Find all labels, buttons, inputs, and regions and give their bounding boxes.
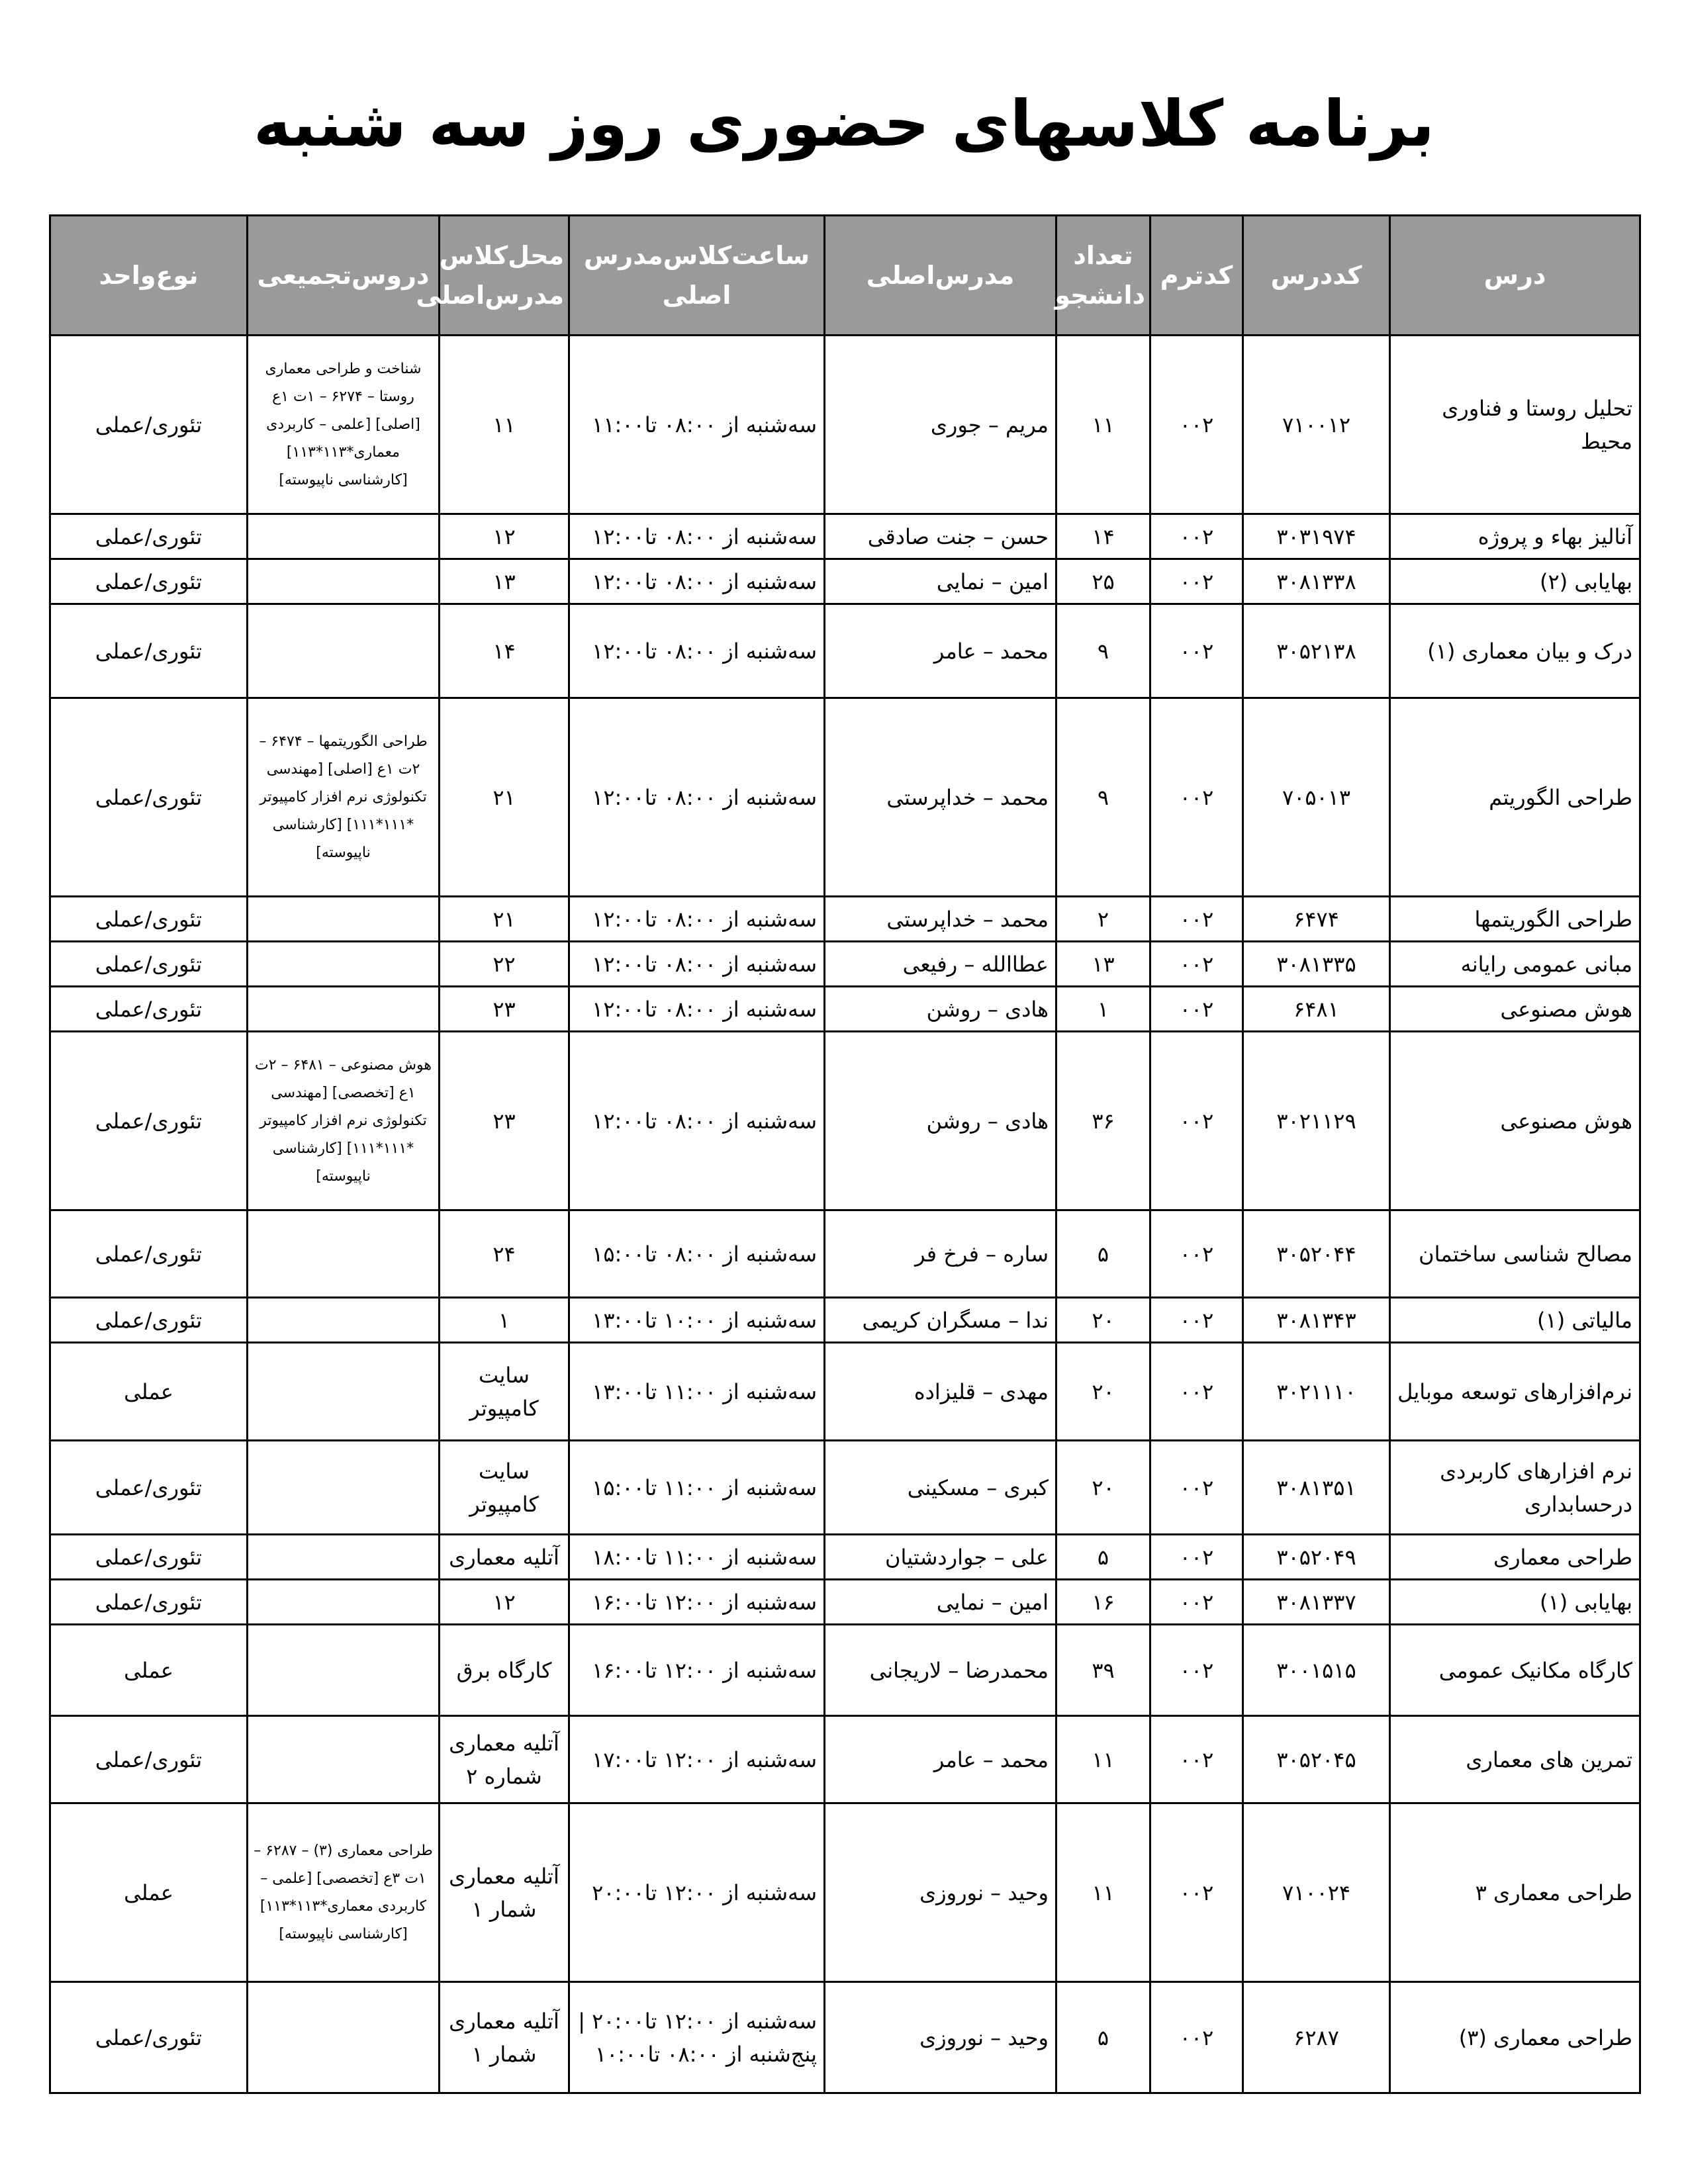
cell-course: مصالح شناسی ساختمان xyxy=(1390,1210,1640,1298)
cell-unit-type: تئوری/عملی xyxy=(50,942,248,987)
cell-combined xyxy=(248,1210,440,1298)
table-row xyxy=(50,1625,1640,1716)
cell-course-code: ۶۲۸۷ xyxy=(1243,1982,1390,2093)
cell-time: سه‌شنبه از ۰۸:۰۰ تا۱۲:۰۰ xyxy=(569,942,825,987)
cell-instructor: علی – جواردشتیان xyxy=(825,1535,1056,1580)
cell-course-code: ۳۰۳۱۹۷۴ xyxy=(1243,514,1390,559)
cell-student-count: ۵ xyxy=(1056,1982,1150,2093)
cell-instructor: محمد – خداپرستی xyxy=(825,897,1056,942)
cell-term-code: ۰۰۲ xyxy=(1150,1982,1243,2093)
cell-course: هوش مصنوعی xyxy=(1390,987,1640,1032)
cell-course-code: ۳۰۸۱۳۵۱ xyxy=(1243,1441,1390,1535)
table-row xyxy=(50,1343,1640,1441)
cell-course-code: ۳۰۰۱۵۱۵ xyxy=(1243,1625,1390,1716)
cell-instructor: امین – نمایی xyxy=(825,559,1056,604)
cell-term-code: ۰۰۲ xyxy=(1150,514,1243,559)
cell-time: سه‌شنبه از ۱۱:۰۰ تا۱۵:۰۰ xyxy=(569,1441,825,1535)
schedule-table xyxy=(49,214,1641,2094)
table-row xyxy=(50,1032,1640,1210)
cell-unit-type: تئوری/عملی xyxy=(50,1032,248,1210)
cell-unit-type: عملی xyxy=(50,1625,248,1716)
cell-room: آتلیه معماری شماره ۲ xyxy=(440,1716,569,1803)
cell-instructor: هادی – روشن xyxy=(825,987,1056,1032)
cell-time: سه‌شنبه از ۰۸:۰۰ تا۱۲:۰۰ xyxy=(569,987,825,1032)
header-course-code: کددرس xyxy=(1243,216,1390,336)
cell-student-count: ۵ xyxy=(1056,1210,1150,1298)
table-row xyxy=(50,514,1640,559)
cell-term-code: ۰۰۲ xyxy=(1150,1210,1243,1298)
cell-combined xyxy=(248,987,440,1032)
cell-unit-type: تئوری/عملی xyxy=(50,1441,248,1535)
cell-instructor: مریم – جوری xyxy=(825,336,1056,514)
cell-course-code: ۳۰۵۲۰۴۵ xyxy=(1243,1716,1390,1803)
cell-combined xyxy=(248,1441,440,1535)
cell-unit-type: تئوری/عملی xyxy=(50,698,248,897)
page-title: برنامه کلاسهای حضوری روز سه شنبه xyxy=(253,87,1435,161)
cell-course-code: ۳۰۲۱۱۲۹ xyxy=(1243,1032,1390,1210)
cell-room: ۱۳ xyxy=(440,559,569,604)
cell-combined xyxy=(248,514,440,559)
table-row xyxy=(50,1535,1640,1580)
cell-course: کارگاه مکانیک عمومی xyxy=(1390,1625,1640,1716)
table-row xyxy=(50,1298,1640,1343)
cell-unit-type: تئوری/عملی xyxy=(50,1210,248,1298)
cell-unit-type: تئوری/عملی xyxy=(50,1580,248,1625)
cell-course-code: ۳۰۸۱۳۳۵ xyxy=(1243,942,1390,987)
cell-term-code: ۰۰۲ xyxy=(1150,1298,1243,1343)
cell-unit-type: تئوری/عملی xyxy=(50,1716,248,1803)
cell-course-code: ۷۰۵۰۱۳ xyxy=(1243,698,1390,897)
cell-course: تمرین های معماری xyxy=(1390,1716,1640,1803)
cell-combined xyxy=(248,604,440,698)
cell-course: طراحی معماری ۳ xyxy=(1390,1803,1640,1982)
cell-student-count: ۵ xyxy=(1056,1535,1150,1580)
cell-course-code: ۳۰۲۱۱۱۰ xyxy=(1243,1343,1390,1441)
cell-term-code: ۰۰۲ xyxy=(1150,1535,1243,1580)
cell-combined xyxy=(248,1343,440,1441)
cell-room: ۱۲ xyxy=(440,1580,569,1625)
cell-instructor: محمدرضا – لاریجانی xyxy=(825,1625,1056,1716)
cell-room: ۱ xyxy=(440,1298,569,1343)
cell-combined xyxy=(248,942,440,987)
cell-course-code: ۶۴۸۱ xyxy=(1243,987,1390,1032)
cell-instructor: وحید – نوروزی xyxy=(825,1803,1056,1982)
cell-unit-type: تئوری/عملی xyxy=(50,514,248,559)
cell-combined: هوش مصنوعی – ۶۴۸۱ – ۲ت ۱ع [تخصصی] [مهندسی تکنولوژی نرم افزار کامپیوتر *۱۱۱*۱۱۱] [کارشناسی ناپیوسته] xyxy=(248,1032,440,1210)
cell-instructor: مهدی – قلیزاده xyxy=(825,1343,1056,1441)
cell-combined xyxy=(248,1298,440,1343)
cell-course-code: ۳۰۵۲۰۴۹ xyxy=(1243,1535,1390,1580)
cell-student-count: ۱۴ xyxy=(1056,514,1150,559)
schedule-rows xyxy=(50,336,1640,2093)
table-row xyxy=(50,336,1640,514)
cell-instructor: حسن – جنت صادقی xyxy=(825,514,1056,559)
cell-student-count: ۹ xyxy=(1056,604,1150,698)
cell-student-count: ۲۵ xyxy=(1056,559,1150,604)
cell-unit-type: تئوری/عملی xyxy=(50,604,248,698)
header-student-count: تعداد دانشجو xyxy=(1056,216,1150,336)
cell-term-code: ۰۰۲ xyxy=(1150,1032,1243,1210)
cell-instructor: ساره – فرخ فر xyxy=(825,1210,1056,1298)
cell-student-count: ۲۰ xyxy=(1056,1298,1150,1343)
cell-course: بهایابی (۱) xyxy=(1390,1580,1640,1625)
cell-instructor: محمد – خداپرستی xyxy=(825,698,1056,897)
table-row xyxy=(50,1580,1640,1625)
header-combined: دروس‌تجمیعی xyxy=(248,216,440,336)
cell-term-code: ۰۰۲ xyxy=(1150,987,1243,1032)
cell-instructor: محمد – عامر xyxy=(825,1716,1056,1803)
cell-student-count: ۱۱ xyxy=(1056,336,1150,514)
cell-room: سایت کامپیوتر xyxy=(440,1441,569,1535)
cell-student-count: ۲۰ xyxy=(1056,1343,1150,1441)
cell-time: سه‌شنبه از ۰۸:۰۰ تا۱۲:۰۰ xyxy=(569,698,825,897)
cell-student-count: ۱۱ xyxy=(1056,1803,1150,1982)
table-row xyxy=(50,897,1640,942)
cell-course-code: ۳۰۵۲۰۴۴ xyxy=(1243,1210,1390,1298)
cell-time: سه‌شنبه از ۰۸:۰۰ تا۱۵:۰۰ xyxy=(569,1210,825,1298)
cell-room: ۱۲ xyxy=(440,514,569,559)
cell-unit-type: عملی xyxy=(50,1803,248,1982)
cell-time: سه‌شنبه از ۰۸:۰۰ تا۱۲:۰۰ xyxy=(569,1032,825,1210)
cell-course: نرم‌افزارهای توسعه موبایل xyxy=(1390,1343,1640,1441)
cell-course: طراحی معماری (۳) xyxy=(1390,1982,1640,2093)
cell-course-code: ۳۰۸۱۳۴۳ xyxy=(1243,1298,1390,1343)
cell-room: آتلیه معماری xyxy=(440,1535,569,1580)
cell-room: آتلیه معماری شمار ۱ xyxy=(440,1982,569,2093)
cell-unit-type: تئوری/عملی xyxy=(50,987,248,1032)
cell-term-code: ۰۰۲ xyxy=(1150,1580,1243,1625)
cell-course-code: ۷۱۰۰۱۲ xyxy=(1243,336,1390,514)
cell-student-count: ۱۳ xyxy=(1056,942,1150,987)
cell-combined xyxy=(248,1982,440,2093)
cell-time: سه‌شنبه از ۰۸:۰۰ تا۱۲:۰۰ xyxy=(569,604,825,698)
cell-room: ۱۱ xyxy=(440,336,569,514)
table-row xyxy=(50,698,1640,897)
cell-room: ۲۴ xyxy=(440,1210,569,1298)
cell-combined xyxy=(248,1580,440,1625)
cell-time: سه‌شنبه از ۱۲:۰۰ تا۱۶:۰۰ xyxy=(569,1625,825,1716)
cell-student-count: ۱۶ xyxy=(1056,1580,1150,1625)
header-unit-type: نوع‌واحد xyxy=(50,216,248,336)
cell-room: ۱۴ xyxy=(440,604,569,698)
cell-student-count: ۱ xyxy=(1056,987,1150,1032)
cell-term-code: ۰۰۲ xyxy=(1150,942,1243,987)
cell-combined: طراحی الگوریتمها – ۶۴۷۴ – ۲ت ۱ع [اصلی] [مهندسی تکنولوژی نرم افزار کامپیوتر *۱۱۱*۱۱۱] [کارشناسی ناپیوسته] xyxy=(248,698,440,897)
cell-instructor: ندا – مسگران کریمی xyxy=(825,1298,1056,1343)
cell-course-code: ۳۰۸۱۳۳۷ xyxy=(1243,1580,1390,1625)
table-row xyxy=(50,1716,1640,1803)
cell-room: ۲۲ xyxy=(440,942,569,987)
table-row xyxy=(50,604,1640,698)
cell-time: سه‌شنبه از ۱۱:۰۰ تا۱۸:۰۰ xyxy=(569,1535,825,1580)
cell-instructor: امین – نمایی xyxy=(825,1580,1056,1625)
cell-course: تحلیل روستا و فناوری محیط xyxy=(1390,336,1640,514)
cell-term-code: ۰۰۲ xyxy=(1150,897,1243,942)
cell-time: سه‌شنبه از ۱۰:۰۰ تا۱۳:۰۰ xyxy=(569,1298,825,1343)
cell-combined: شناخت و طراحی معماری روستا – ۶۲۷۴ – ۱ت ۱ع [اصلی] [علمی – کاربردی معماری*۱۱۳*۱۱۳] [کارشناسی ناپیوسته] xyxy=(248,336,440,514)
table-row xyxy=(50,1441,1640,1535)
cell-combined: طراحی معماری (۳) – ۶۲۸۷ – ۱ت ۳ع [تخصصی] [علمی – کاربردی معماری*۱۱۳*۱۱۳] [کارشناسی ناپیوسته] xyxy=(248,1803,440,1982)
cell-student-count: ۲۰ xyxy=(1056,1441,1150,1535)
cell-instructor: هادی – روشن xyxy=(825,1032,1056,1210)
header-time: ساعت‌کلاس‌مدرس اصلی xyxy=(569,216,825,336)
cell-course-code: ۳۰۸۱۳۳۸ xyxy=(1243,559,1390,604)
cell-combined xyxy=(248,1625,440,1716)
cell-unit-type: تئوری/عملی xyxy=(50,897,248,942)
cell-student-count: ۱۱ xyxy=(1056,1716,1150,1803)
cell-time: سه‌شنبه از ۱۲:۰۰ تا۲۰:۰۰ | پنج‌شنبه از ۰۸:۰۰ تا۱۰:۰۰ xyxy=(569,1982,825,2093)
table-row xyxy=(50,987,1640,1032)
cell-time: سه‌شنبه از ۱۲:۰۰ تا۱۷:۰۰ xyxy=(569,1716,825,1803)
cell-time: سه‌شنبه از ۰۸:۰۰ تا۱۲:۰۰ xyxy=(569,514,825,559)
cell-student-count: ۹ xyxy=(1056,698,1150,897)
cell-course: طراحی معماری xyxy=(1390,1535,1640,1580)
cell-student-count: ۳۶ xyxy=(1056,1032,1150,1210)
cell-combined xyxy=(248,559,440,604)
cell-room: ۲۱ xyxy=(440,698,569,897)
cell-room: کارگاه برق xyxy=(440,1625,569,1716)
table-row xyxy=(50,942,1640,987)
cell-course: بهایابی (۲) xyxy=(1390,559,1640,604)
table-row xyxy=(50,559,1640,604)
cell-time: سه‌شنبه از ۰۸:۰۰ تا۱۲:۰۰ xyxy=(569,559,825,604)
header-room: محل‌کلاس مدرس‌اصلی xyxy=(440,216,569,336)
cell-term-code: ۰۰۲ xyxy=(1150,559,1243,604)
cell-term-code: ۰۰۲ xyxy=(1150,698,1243,897)
cell-student-count: ۳۹ xyxy=(1056,1625,1150,1716)
cell-course-code: ۶۴۷۴ xyxy=(1243,897,1390,942)
header-instructor: مدرس‌اصلی xyxy=(825,216,1056,336)
cell-instructor: محمد – عامر xyxy=(825,604,1056,698)
cell-course: طراحی الگوریتمها xyxy=(1390,897,1640,942)
cell-instructor: کبری – مسکینی xyxy=(825,1441,1056,1535)
cell-course: درک و بیان معماری (۱) xyxy=(1390,604,1640,698)
cell-course-code: ۷۱۰۰۲۴ xyxy=(1243,1803,1390,1982)
cell-time: سه‌شنبه از ۰۸:۰۰ تا۱۱:۰۰ xyxy=(569,336,825,514)
cell-unit-type: تئوری/عملی xyxy=(50,336,248,514)
cell-student-count: ۲ xyxy=(1056,897,1150,942)
cell-time: سه‌شنبه از ۱۲:۰۰ تا۱۶:۰۰ xyxy=(569,1580,825,1625)
cell-term-code: ۰۰۲ xyxy=(1150,1343,1243,1441)
cell-term-code: ۰۰۲ xyxy=(1150,1625,1243,1716)
header-row xyxy=(50,216,1640,336)
cell-combined xyxy=(248,897,440,942)
cell-time: سه‌شنبه از ۰۸:۰۰ تا۱۲:۰۰ xyxy=(569,897,825,942)
cell-room: ۲۳ xyxy=(440,1032,569,1210)
cell-course-code: ۳۰۵۲۱۳۸ xyxy=(1243,604,1390,698)
cell-course: هوش مصنوعی xyxy=(1390,1032,1640,1210)
cell-time: سه‌شنبه از ۱۱:۰۰ تا۱۳:۰۰ xyxy=(569,1343,825,1441)
cell-combined xyxy=(248,1716,440,1803)
cell-course: مبانی عمومی رایانه xyxy=(1390,942,1640,987)
table-row xyxy=(50,1982,1640,2093)
cell-instructor: وحید – نوروزی xyxy=(825,1982,1056,2093)
cell-unit-type: تئوری/عملی xyxy=(50,1298,248,1343)
cell-course: مالیاتی (۱) xyxy=(1390,1298,1640,1343)
cell-course: نرم افزارهای کاربردی درحسابداری xyxy=(1390,1441,1640,1535)
cell-term-code: ۰۰۲ xyxy=(1150,604,1243,698)
header-term-code: کدترم xyxy=(1150,216,1243,336)
cell-term-code: ۰۰۲ xyxy=(1150,336,1243,514)
cell-unit-type: تئوری/عملی xyxy=(50,1982,248,2093)
cell-term-code: ۰۰۲ xyxy=(1150,1803,1243,1982)
cell-course: طراحی الگوریتم xyxy=(1390,698,1640,897)
header-course: درس xyxy=(1390,216,1640,336)
cell-instructor: عطاالله – رفیعی xyxy=(825,942,1056,987)
cell-course: آنالیز بهاء و پروژه xyxy=(1390,514,1640,559)
table-row xyxy=(50,1803,1640,1982)
cell-unit-type: تئوری/عملی xyxy=(50,1535,248,1580)
cell-room: ۲۳ xyxy=(440,987,569,1032)
cell-time: سه‌شنبه از ۱۲:۰۰ تا۲۰:۰۰ xyxy=(569,1803,825,1982)
cell-unit-type: تئوری/عملی xyxy=(50,559,248,604)
cell-combined xyxy=(248,1535,440,1580)
cell-room: سایت کامپیوتر xyxy=(440,1343,569,1441)
cell-unit-type: عملی xyxy=(50,1343,248,1441)
cell-term-code: ۰۰۲ xyxy=(1150,1716,1243,1803)
cell-term-code: ۰۰۲ xyxy=(1150,1441,1243,1535)
cell-room: ۲۱ xyxy=(440,897,569,942)
table-row xyxy=(50,1210,1640,1298)
cell-room: آتلیه معماری شمار ۱ xyxy=(440,1803,569,1982)
